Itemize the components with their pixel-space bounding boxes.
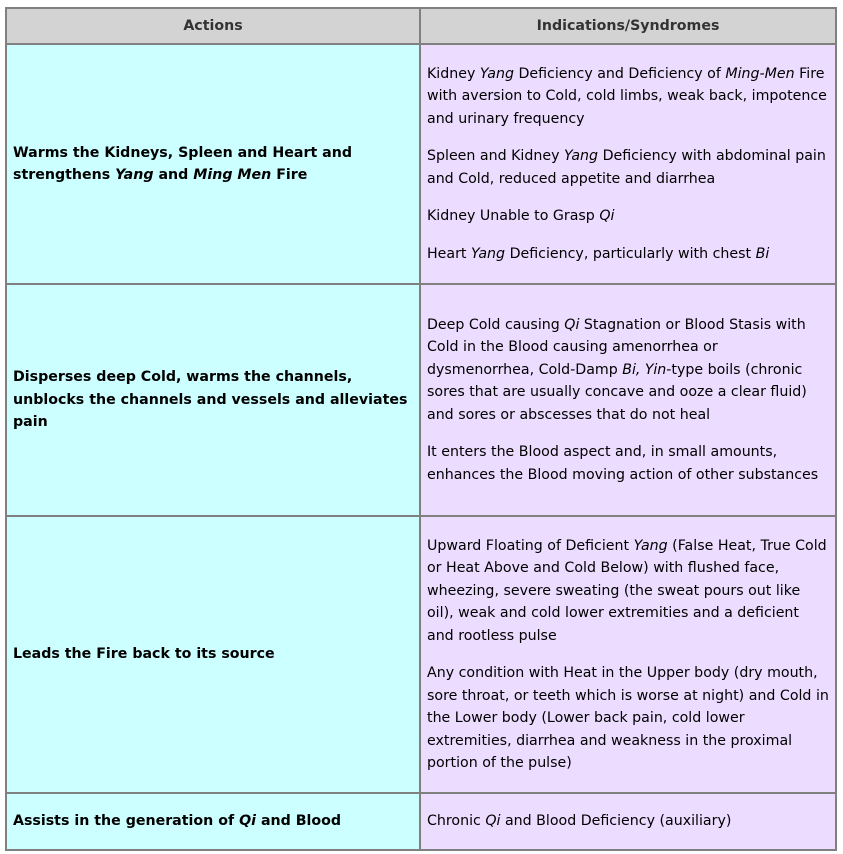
action-cell: Leads the Fire back to its source bbox=[6, 516, 420, 793]
indications-cell bbox=[420, 793, 836, 850]
action-cell: Disperses deep Cold, warms the channels, unblocks the channels and vessels and alleviates pain bbox=[6, 284, 420, 516]
action-cell: Warms the Kidneys, Spleen and Heart and strengthens Yang and Ming Men Fire bbox=[6, 44, 420, 284]
header-actions: Actions bbox=[6, 8, 420, 44]
indications-cell bbox=[420, 44, 836, 284]
table-row bbox=[6, 284, 836, 516]
header-indications: Indications/Syndromes bbox=[420, 8, 836, 44]
table-row bbox=[6, 793, 836, 850]
header-row bbox=[6, 8, 836, 44]
indication-item: Deep Cold causing Qi Stagnation or Blood Stasis with Cold in the Blood causing amenorrhea or dysmenorrhea, Cold-Damp Bi, Yin-type boils (chronic sores that are usually concave and ooze a clear fluid) and sores or abscesses that do not heal bbox=[427, 316, 807, 423]
indication-item: Any condition with Heat in the Upper body (dry mouth, sore throat, or teeth which is worse at night) and Cold in the Lower body (Lower back pain, cold lower extremities, diarrhea and weakness in the proximal portion of the pulse) bbox=[427, 665, 829, 771]
herb-table-container bbox=[5, 7, 837, 851]
actions-indications-table bbox=[5, 7, 837, 851]
table-row bbox=[6, 516, 836, 793]
indication-item: It enters the Blood aspect and, in small amounts, enhances the Blood moving action of other substances bbox=[427, 444, 819, 483]
indication-item: Upward Floating of Deficient Yang (False Heat, True Cold or Heat Above and Cold Below) with flushed face, wheezing, severe sweating (the sweat pours out like oil), weak and cold lower extremities and a deficient and rootless pulse bbox=[427, 537, 827, 644]
table-row bbox=[6, 44, 836, 284]
indication-item: Heart Yang Deficiency, particularly with chest Bi bbox=[427, 245, 770, 262]
indication-item: Chronic Qi and Blood Deficiency (auxiliary) bbox=[427, 813, 732, 830]
indications-cell bbox=[420, 284, 836, 516]
indications-cell bbox=[420, 516, 836, 793]
indication-item: Kidney Unable to Grasp Qi bbox=[427, 208, 615, 225]
indication-item: Spleen and Kidney Yang Deficiency with abdominal pain and Cold, reduced appetite and diarrhea bbox=[427, 148, 826, 187]
action-cell: Assists in the generation of Qi and Blood bbox=[6, 793, 420, 850]
indication-item: Kidney Yang Deficiency and Deficiency of Ming-Men Fire with aversion to Cold, cold limbs, weak back, impotence and urinary frequency bbox=[427, 65, 827, 127]
